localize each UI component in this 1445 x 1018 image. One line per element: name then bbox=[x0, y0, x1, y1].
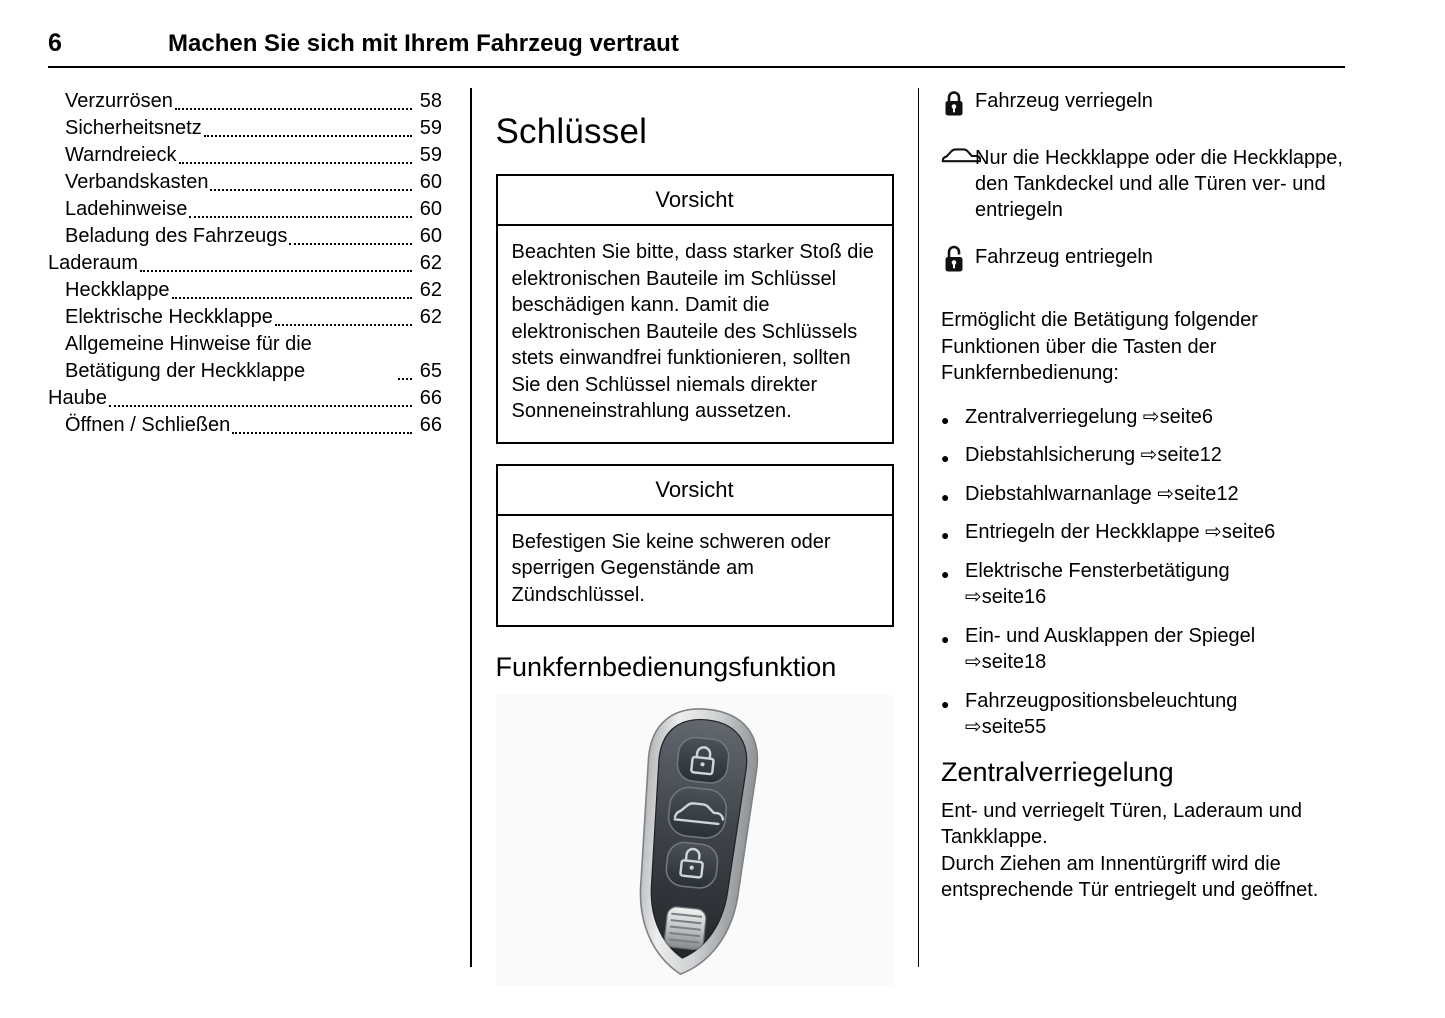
function-label: Entriegeln der Heckklappe bbox=[965, 521, 1200, 543]
toc-entry-page: 62 bbox=[419, 252, 442, 274]
toc-leader-dots bbox=[109, 405, 412, 407]
toc-entry-label: Heckklappe bbox=[65, 279, 170, 301]
toc-leader-dots bbox=[275, 324, 412, 326]
page-reference-link[interactable]: ⇨seite12 bbox=[1140, 444, 1222, 466]
function-label: Diebstahlsicherung bbox=[965, 444, 1136, 466]
toc-entry-label: Ladehinweise bbox=[65, 198, 188, 220]
toc-leader-dots bbox=[289, 243, 412, 245]
lock-open-icon bbox=[941, 244, 975, 280]
function-label: Ein- und Ausklappen der Spiegel bbox=[965, 624, 1256, 647]
toc-leader-dots bbox=[189, 216, 412, 218]
page-reference-link[interactable]: ⇨seite6 bbox=[1205, 521, 1276, 543]
toc-entry[interactable] bbox=[48, 331, 442, 385]
toc-entry-label: Haube bbox=[48, 387, 107, 409]
toc-entry-label: Sicherheitsnetz bbox=[65, 117, 202, 139]
central-locking-paragraph: Durch Ziehen am Innentürgriff wird die entsprechende Tür entriegelt und geöffnet. bbox=[941, 852, 1319, 901]
key-fob-image bbox=[496, 695, 894, 987]
remote-intro: Ermöglicht die Betätigung folgender Funktionen über die Tasten der Funkfernbedienung: bbox=[941, 309, 1258, 384]
car-icon bbox=[941, 145, 975, 171]
subsection-title: Funkfernbedienungsfunktion bbox=[495, 652, 837, 682]
toc-entry-page: 60 bbox=[419, 198, 442, 220]
chapter-title: Machen Sie sich mit Ihrem Fahrzeug vertraut bbox=[168, 30, 679, 57]
toc-entry-page: 62 bbox=[419, 279, 442, 301]
toc-leader-dots bbox=[204, 135, 412, 137]
toc-entry[interactable] bbox=[48, 304, 442, 331]
page-reference-link[interactable]: ⇨seite16 bbox=[965, 586, 1047, 608]
list-item bbox=[941, 558, 1304, 611]
toc-entry-label: Verzurrösen bbox=[65, 90, 173, 112]
content-columns bbox=[48, 88, 1345, 967]
toc-entry[interactable] bbox=[48, 412, 442, 439]
toc-entry-label: Öffnen / Schließen bbox=[65, 414, 231, 436]
toc-entry[interactable] bbox=[48, 223, 442, 250]
toc-entry-label: Beladung des Fahrzeugs bbox=[65, 225, 288, 247]
caution-body: Beachten Sie bitte, dass starker Stoß die elektronischen Bauteile im Schlüssel beschädigen kann. Damit die elektronischen Bauteile des Schlüssels stets einwandfrei funktionieren, sollten Sie den Schlüssel niemals direkter Sonneneinstrahlung aussetzen. bbox=[511, 241, 874, 422]
toc-entry-page: 58 bbox=[419, 90, 442, 112]
remote-function-list bbox=[941, 404, 1346, 741]
page-reference-link[interactable]: ⇨seite55 bbox=[965, 716, 1047, 738]
toc-entry-label: Allgemeine Hinweise für die Betätigung der Heckklappe bbox=[65, 333, 312, 382]
header-rule bbox=[48, 66, 1345, 68]
page-reference-link[interactable]: ⇨seite18 bbox=[965, 651, 1047, 673]
list-item bbox=[941, 481, 1304, 508]
toc-entry[interactable] bbox=[48, 196, 442, 223]
page-reference-link[interactable]: ⇨seite12 bbox=[1157, 482, 1239, 505]
central-locking-paragraph: Ent- und verriegelt Türen, Laderaum und Tankklappe. bbox=[941, 799, 1302, 848]
function-label: Fahrzeugpositionsbeleuchtung bbox=[965, 689, 1238, 712]
fob-lock-button bbox=[676, 736, 731, 785]
toc-leader-dots bbox=[398, 378, 412, 380]
toc-entry-page: 59 bbox=[419, 144, 442, 166]
caution-body: Befestigen Sie keine schweren oder sperrigen Gegenstände am Zündschlüssel. bbox=[511, 530, 831, 606]
toc-leader-dots bbox=[232, 432, 412, 434]
legend-row-unlock bbox=[941, 244, 1346, 280]
toc-entry-page: 60 bbox=[419, 225, 442, 247]
lock-closed-icon bbox=[941, 88, 975, 124]
remote-functions-column bbox=[919, 88, 1346, 967]
toc-entry[interactable] bbox=[48, 169, 442, 196]
page-header bbox=[48, 26, 1345, 61]
function-label: Zentralverriegelung bbox=[965, 405, 1138, 428]
toc-entry-label: Elektrische Heckklappe bbox=[65, 306, 273, 328]
toc-leader-dots bbox=[172, 297, 412, 299]
toc-entry[interactable] bbox=[48, 277, 442, 304]
toc-leader-dots bbox=[210, 189, 412, 191]
function-label: Diebstahlwarnanlage bbox=[965, 482, 1152, 505]
legend-text: Fahrzeug verriegeln bbox=[975, 90, 1153, 112]
toc-entry[interactable] bbox=[48, 115, 442, 142]
list-item bbox=[941, 688, 1304, 741]
toc-entry-page: 66 bbox=[419, 414, 442, 436]
toc-entry-page: 65 bbox=[419, 360, 442, 382]
toc-entry[interactable] bbox=[48, 88, 442, 115]
list-item bbox=[941, 404, 1304, 431]
legend-row-car bbox=[941, 145, 1346, 223]
page-number: 6 bbox=[48, 29, 62, 57]
toc-column bbox=[48, 88, 470, 967]
toc-entry-page: 60 bbox=[419, 171, 442, 193]
legend-text: Fahrzeug entriegeln bbox=[975, 246, 1153, 268]
legend-text: Nur die Heckklappe oder die Heckklappe, den Tankdeckel und alle Türen ver- und entriegeln bbox=[975, 147, 1343, 221]
toc-entry[interactable] bbox=[48, 142, 442, 169]
page-reference-link[interactable]: ⇨seite6 bbox=[1142, 405, 1214, 428]
toc-leader-dots bbox=[175, 108, 412, 110]
function-label: Elektrische Fensterbetätigung bbox=[965, 559, 1230, 582]
toc-entry[interactable] bbox=[48, 250, 442, 277]
section-title: Schlüssel bbox=[495, 112, 648, 151]
caution-title: Vorsicht bbox=[498, 466, 892, 516]
toc-leader-dots bbox=[179, 162, 412, 164]
toc-entry[interactable] bbox=[48, 385, 442, 412]
toc-entry-label: Warndreieck bbox=[65, 144, 177, 166]
key-fob-illustration bbox=[589, 699, 800, 983]
list-item bbox=[941, 623, 1304, 676]
caution-box bbox=[496, 464, 894, 628]
list-item bbox=[941, 442, 1304, 469]
caution-title: Vorsicht bbox=[498, 176, 892, 226]
caution-box bbox=[496, 174, 894, 444]
legend-row-lock bbox=[941, 88, 1346, 124]
key-section-column bbox=[472, 88, 918, 967]
toc-entry-label: Verbandskasten bbox=[65, 171, 209, 193]
toc-entry-label: Laderaum bbox=[48, 252, 139, 274]
toc-entry-page: 59 bbox=[419, 117, 442, 139]
toc-entry-page: 66 bbox=[419, 387, 442, 409]
toc-leader-dots bbox=[140, 270, 412, 272]
list-item bbox=[941, 519, 1304, 546]
central-locking-title: Zentralverriegelung bbox=[941, 756, 1174, 787]
toc-entry-page: 62 bbox=[419, 306, 442, 328]
